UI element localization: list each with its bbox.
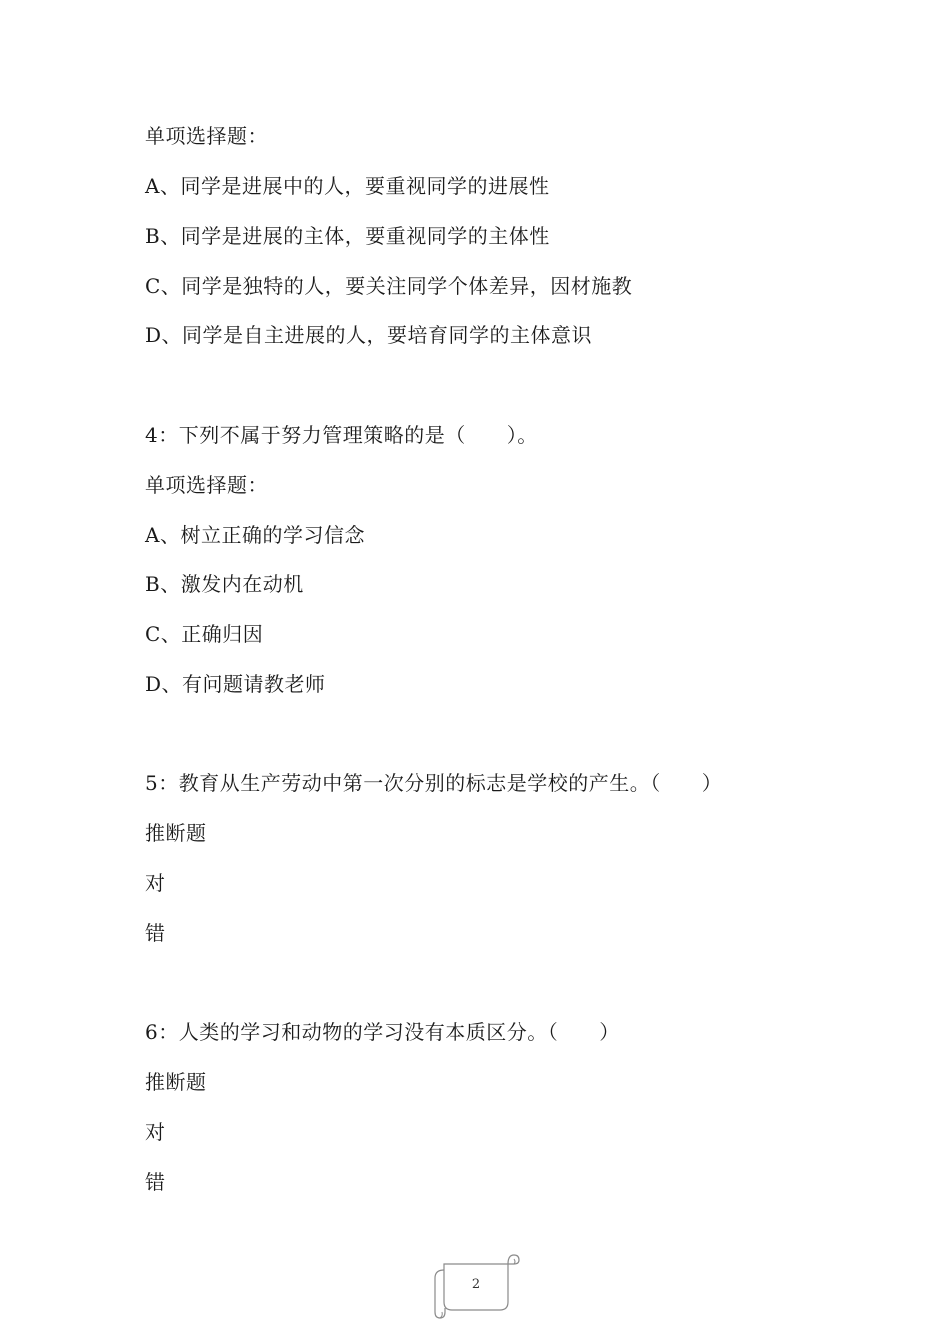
q5-option-true: 对: [145, 871, 166, 895]
q6-option-false: 错: [145, 1170, 166, 1194]
q4-stem: 4：下列不属于努力管理策略的是（ ）。: [145, 423, 538, 447]
q5-stem: 5：教育从生产劳动中第一次分别的标志是学校的产生。（ ）: [145, 771, 723, 795]
q4-option-b: B、激发内在动机: [145, 572, 304, 596]
q4-option-a: A、树立正确的学习信念: [145, 523, 365, 547]
q3-option-a: A、同学是进展中的人，要重视同学的进展性: [145, 174, 550, 198]
q5-type-label: 推断题: [145, 821, 207, 845]
q4-type-label: 单项选择题：: [145, 473, 268, 497]
q6-option-true: 对: [145, 1120, 166, 1144]
page-number-scroll: [430, 1250, 522, 1322]
q4-option-c: C、正确归因: [145, 622, 264, 646]
q3-option-d: D、同学是自主进展的人，要培育同学的主体意识: [145, 323, 593, 347]
q4-option-d: D、有问题请教老师: [145, 672, 326, 696]
q6-type-label: 推断题: [145, 1070, 207, 1094]
q3-type-label: 单项选择题：: [145, 124, 268, 148]
q6-stem: 6：人类的学习和动物的学习没有本质区分。（ ）: [145, 1020, 620, 1044]
q5-option-false: 错: [145, 921, 166, 945]
q3-option-c: C、同学是独特的人，要关注同学个体差异，因材施教: [145, 274, 633, 298]
q3-option-b: B、同学是进展的主体，要重视同学的主体性: [145, 224, 550, 248]
page-number: 2: [471, 1277, 481, 1292]
